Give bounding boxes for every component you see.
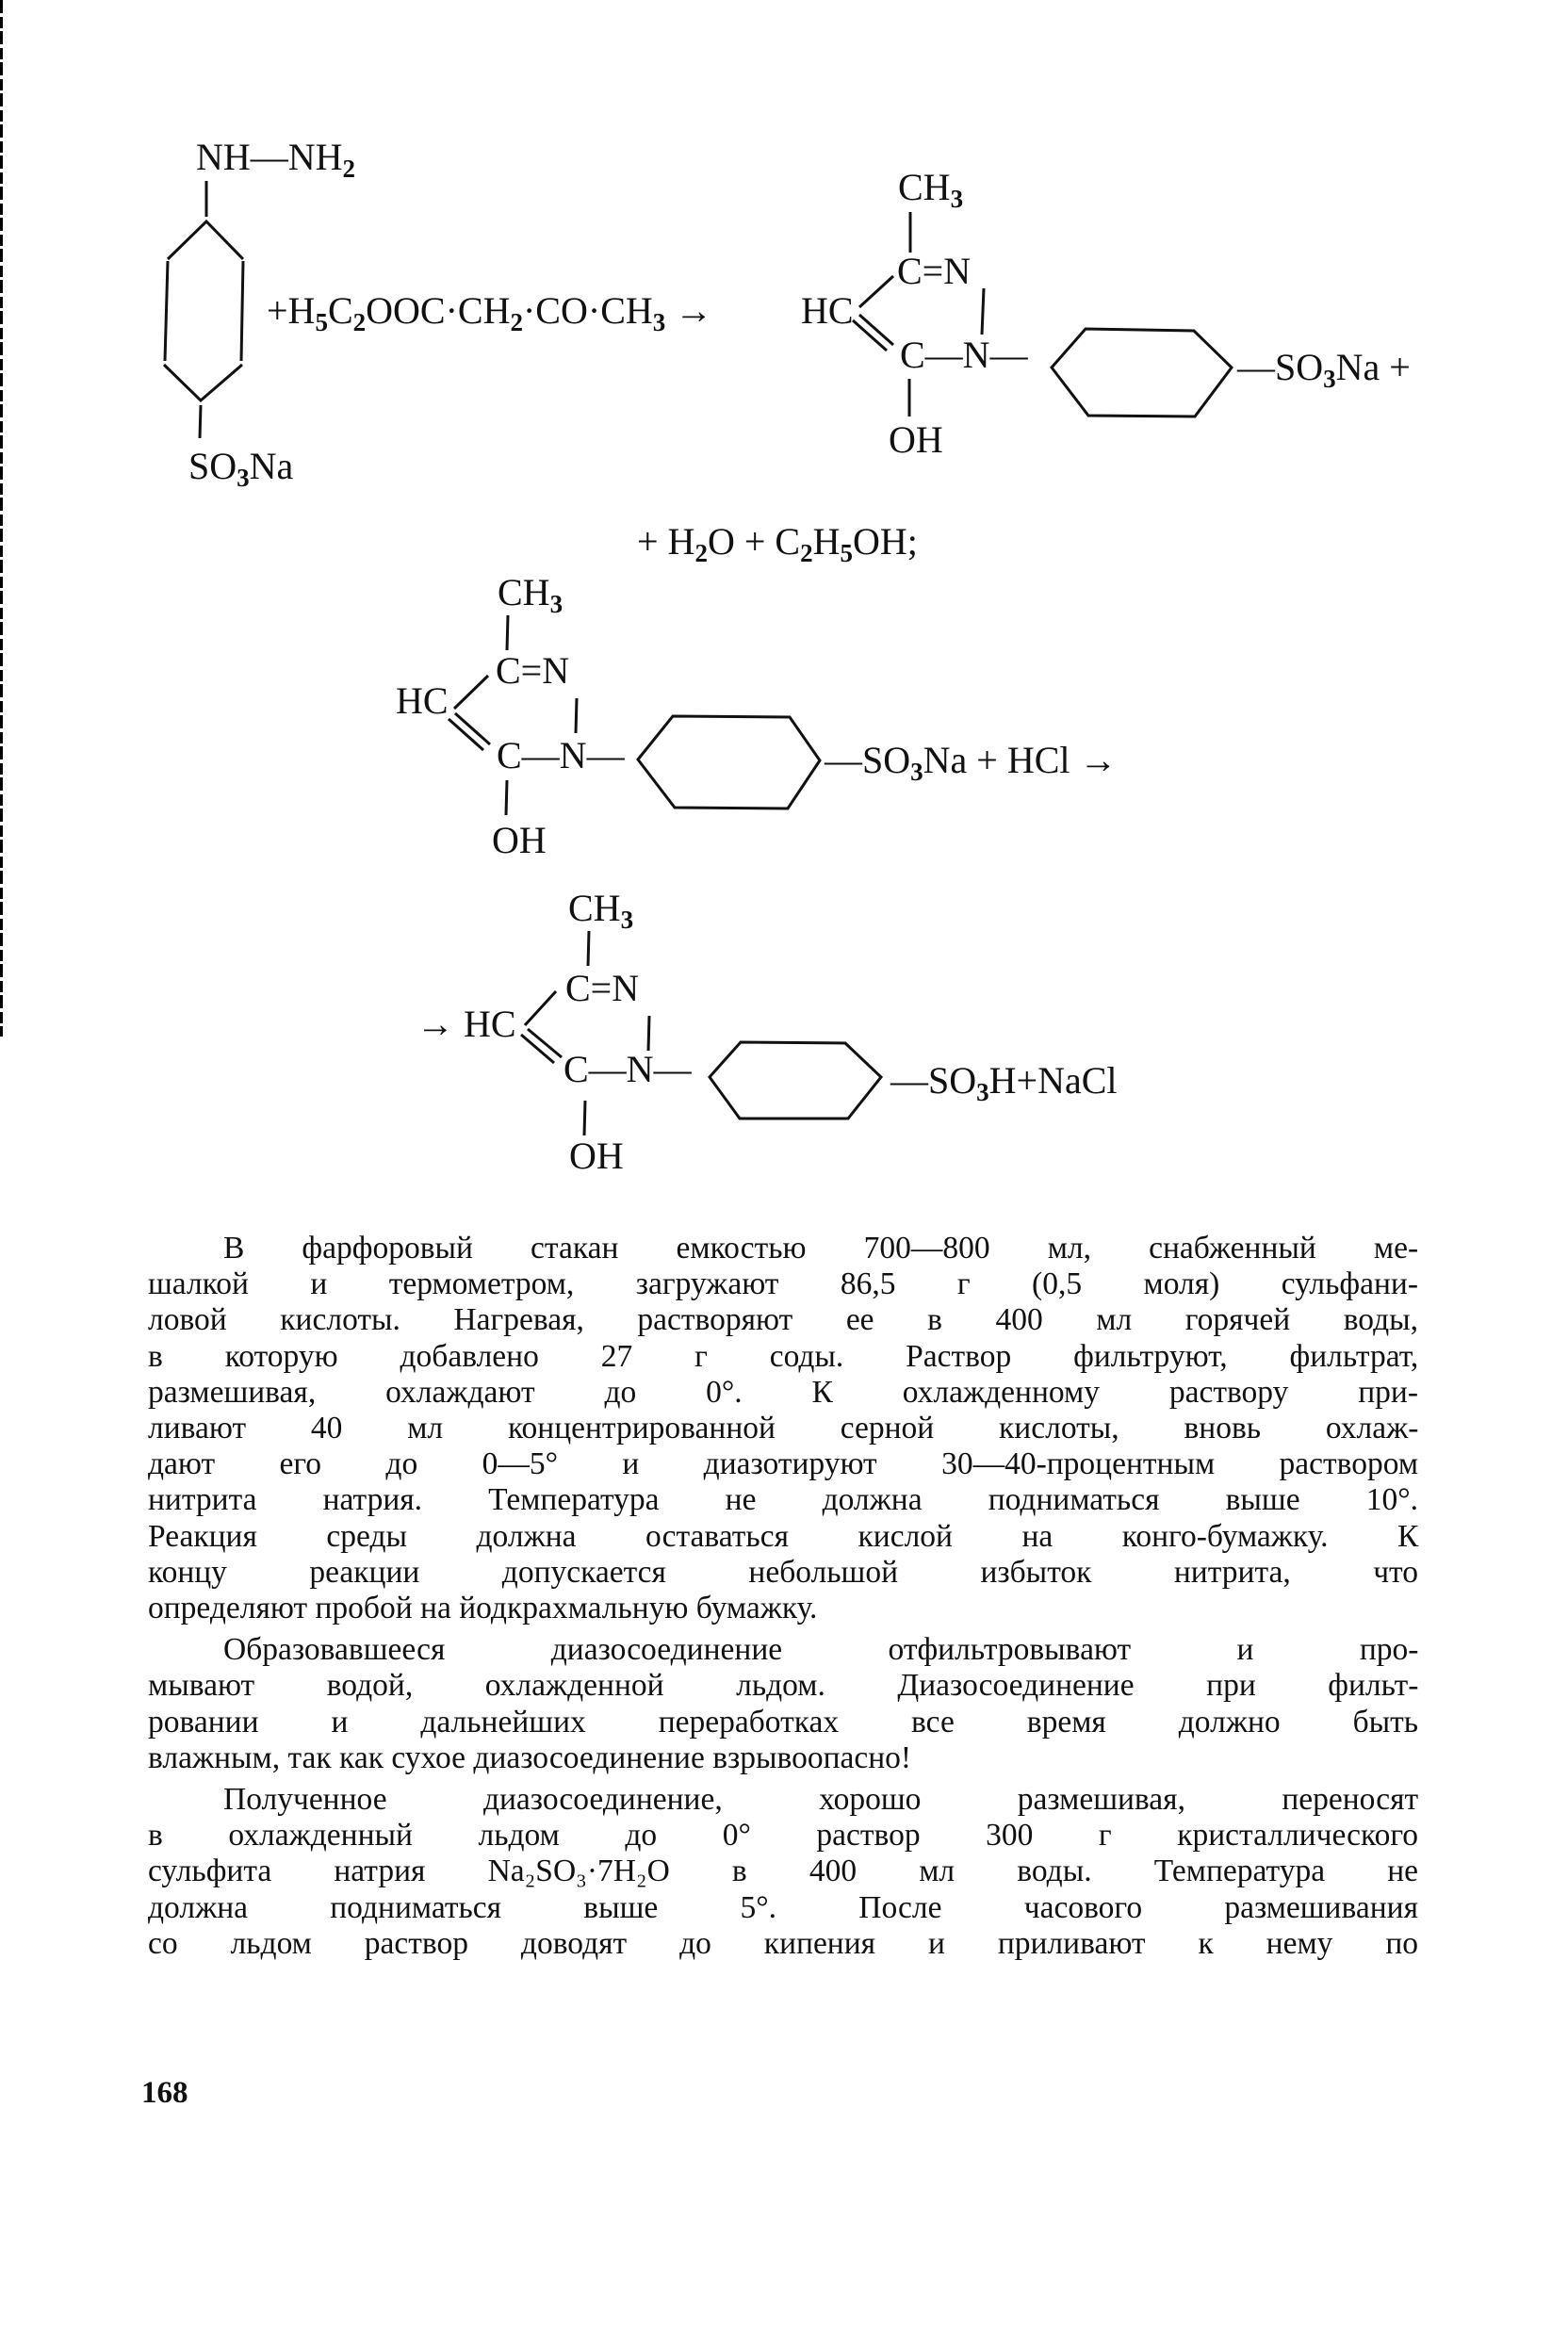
ring-top xyxy=(168,221,243,259)
c-eq-n: C=N xyxy=(565,967,640,1009)
text-line: ровании и дальнейших переработках все время должно быть xyxy=(148,1704,1419,1740)
page-number: 168 xyxy=(141,2076,188,2110)
text-line: размешивая, охлаждают до 0°. К охлажденному раствору при- xyxy=(148,1374,1418,1410)
bond xyxy=(584,1101,585,1135)
product-pyrazolone-1 xyxy=(801,166,1411,461)
bond xyxy=(859,276,893,307)
text-line: мывают водой, охлажденной льдом. Диазосоединение при фильт- xyxy=(148,1668,1419,1704)
hc: HC xyxy=(801,289,854,332)
arrow-hc: → HC xyxy=(416,1003,516,1045)
text-line: Образовавшееся диазосоединение отфильтровывают и про- xyxy=(223,1632,1419,1668)
hydroxyl-group: OH xyxy=(492,819,547,861)
bond xyxy=(454,676,488,709)
sulfonate-group: $SO_3Na$ xyxy=(188,445,294,492)
sulfonate-tail: $—SO_3Na$ + xyxy=(1237,346,1411,393)
text-line: Полученное диазосоединение, хорошо размешивая, переносят xyxy=(223,1782,1419,1818)
bond xyxy=(648,1016,649,1051)
hc: HC xyxy=(396,679,449,722)
text-line: шалкой и термометром, загружают 86,5 г (0,5 моля) сульфани- xyxy=(148,1266,1418,1302)
paragraph-3 xyxy=(148,1782,1418,1962)
methyl-group: $CH_3$ xyxy=(568,887,634,934)
text-line: в охлажденный льдом до 0° раствор 300 г кристаллического xyxy=(148,1818,1418,1854)
bond xyxy=(982,288,984,335)
benzene-ring xyxy=(710,1042,881,1119)
text-line: ловой кислоты. Нагревая, растворяют ее в 400 мл горячей воды, xyxy=(148,1302,1418,1338)
text-line: ливают 40 мл концентрированной серной кислоты, вновь охлаж- xyxy=(148,1411,1419,1446)
hydroxyl-group: OH xyxy=(889,418,943,461)
hydroxyl-group: OH xyxy=(569,1135,624,1177)
bond xyxy=(588,931,589,966)
text-line: в которую добавлено 27 г соды. Раствор фильтруют, фильтрат, xyxy=(148,1338,1419,1374)
text-line: со льдом раствор доводят до кипения и приливают к нему по xyxy=(148,1925,1418,1961)
text-line: В фарфоровый стакан емкостью 700—800 мл, снабженный ме- xyxy=(223,1231,1419,1266)
text-line: должна подниматься выше 5°. После часового размешивания xyxy=(148,1889,1418,1925)
paragraph-2 xyxy=(148,1632,1418,1776)
text-line: нитрита натрия. Температура не должна подниматься выше 10°. xyxy=(148,1482,1418,1518)
methyl-group: $CH_3$ xyxy=(498,571,564,618)
reactant-pyrazolone-sodium xyxy=(396,571,1118,861)
c-n: C—N— xyxy=(564,1048,692,1090)
sulfonate-tail: $—SO_3H+NaCl$ xyxy=(890,1059,1118,1106)
text-line: сульфита натрия Na₂SO₃·7H₂O в 400 мл воды. Температура не xyxy=(148,1854,1418,1889)
text-line: дают его до 0—5° и диазотируют 30—40-процентным раствором xyxy=(148,1446,1419,1482)
ring-bottom xyxy=(164,365,242,400)
benzene-ring xyxy=(638,716,820,808)
text-line: влажным, так как сухое диазосоединение взрывоопасно! xyxy=(148,1740,912,1775)
benzene-ring xyxy=(1052,329,1232,416)
acetoacetic-ester: $+H_5C_2OOC\cdot CH_2\cdot CO\cdot CH_3$ → xyxy=(267,289,713,336)
product-pyrazolone-sulfonic-acid xyxy=(416,887,1118,1177)
methyl-group: $CH_3$ xyxy=(898,166,964,213)
bond xyxy=(506,780,507,815)
hydrazine-group: $NH—NH_2$ xyxy=(196,136,356,183)
text-line: определяют пробой на йодкрахмальную бумажку. xyxy=(148,1591,818,1626)
bond-bottom xyxy=(200,405,201,438)
c-eq-n: C=N xyxy=(897,250,972,292)
c-n: C—N— xyxy=(900,334,1028,376)
bond xyxy=(507,615,508,650)
sulfonate-tail: $—SO_3Na$ + HCl → xyxy=(825,739,1118,786)
paragraph-1 xyxy=(148,1231,1418,1626)
bond xyxy=(525,991,556,1025)
c-eq-n: C=N xyxy=(496,649,570,692)
bond xyxy=(576,698,577,733)
byproducts: + $H_2O + C_2H_5OH$; xyxy=(637,520,918,567)
body-text xyxy=(148,1231,1418,1962)
ring-left xyxy=(165,261,168,361)
text-line: концу реакции допускается небольшой избыток нитрита, что xyxy=(148,1554,1418,1590)
text-line: Реакция среды должна оставаться кислой на конго-бумажку. К xyxy=(148,1518,1419,1554)
c-n: C—N— xyxy=(497,734,625,776)
ring-right xyxy=(241,261,243,361)
